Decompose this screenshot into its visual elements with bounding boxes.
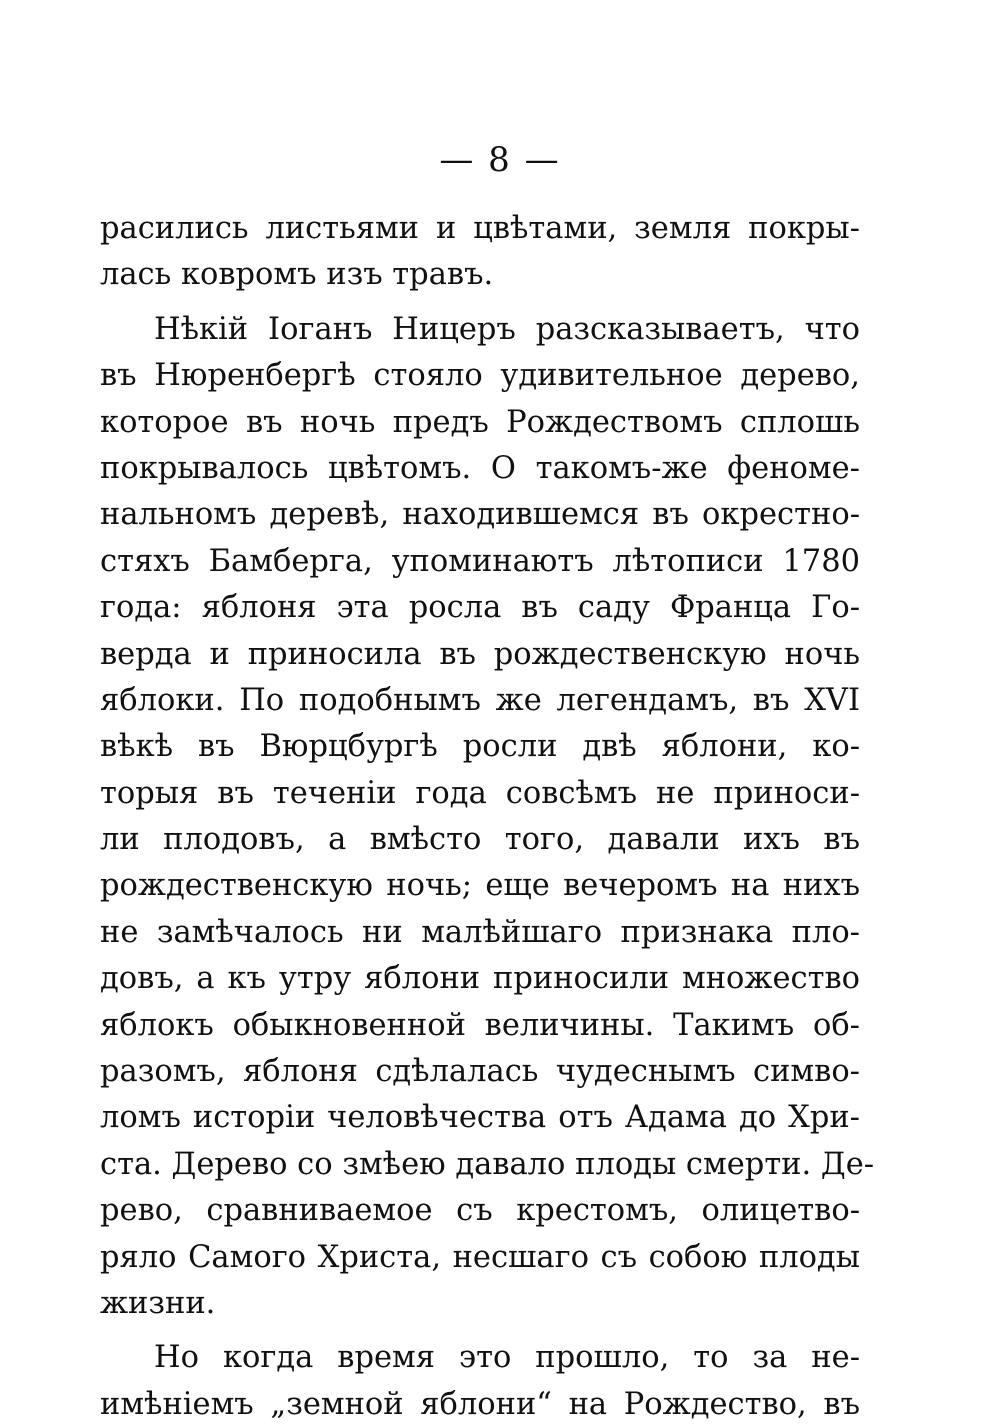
text-line: жизни. — [100, 1285, 216, 1321]
text-line: имѣніемъ „земной яблони“ на Рождество, въ — [100, 1386, 860, 1422]
text-line: покрывалось цвѣтомъ. О такомъ-же феноме- — [100, 450, 860, 486]
paragraph-start-line: Но когда время это прошло, то за не- — [154, 1340, 860, 1376]
text-line: вѣкѣ въ Вюрцбургѣ росли двѣ яблони, ко- — [100, 729, 860, 765]
page-number: — 8 — — [439, 140, 561, 180]
text-line: которое въ ночь предъ Рождествомъ сплошь — [100, 404, 860, 440]
paragraph-start-line: Нѣкій Іоганъ Ницеръ разсказываетъ, что — [154, 311, 860, 347]
text-line: стяхъ Бамберга, упоминаютъ лѣтописи 1780 — [100, 543, 860, 579]
text-line: разомъ, яблоня сдѣлалась чудеснымъ симво- — [100, 1054, 860, 1090]
text-line: расились листьями и цвѣтами, земля покры- — [100, 211, 860, 246]
text-line: ли плодовъ, а вмѣсто того, давали ихъ въ — [100, 822, 860, 858]
text-line: не замѣчалось ни малѣйшаго признака пло- — [100, 914, 860, 950]
body-text — [100, 206, 875, 1428]
text-line: лась ковромъ изъ травъ. — [100, 257, 494, 293]
text-line: верда и приносила въ рождественскую ночь — [100, 636, 860, 672]
text-line: нальномъ деревѣ, находившемся въ окрестно- — [100, 497, 860, 533]
text-line: ряло Самого Христа, несшаго съ собою плоды — [100, 1239, 860, 1275]
text-line: яблокъ обыкновенной величины. Такимъ об- — [100, 1007, 860, 1043]
text-line: ста. Дерево со змѣею давало плоды смерти. Де- — [100, 1146, 875, 1182]
text-line: торыя въ теченіи года совсѣмъ не приноси- — [100, 775, 860, 811]
text-line: яблоки. По подобнымъ же легендамъ, въ XVI — [100, 682, 860, 718]
text-line: рево, сравниваемое съ крестомъ, олицетво- — [100, 1193, 860, 1229]
text-line: въ Нюренбергѣ стояло удивительное дерево, — [100, 358, 860, 394]
text-line: рождественскую ночь; еще вечеромъ на нихъ — [100, 868, 860, 904]
text-line: довъ, а къ утру яблони приносили множество — [100, 961, 860, 997]
text-line: года: яблоня эта росла въ саду Франца Го- — [100, 590, 860, 626]
text-line: ломъ исторіи человѣчества отъ Адама до Хри- — [100, 1100, 860, 1136]
